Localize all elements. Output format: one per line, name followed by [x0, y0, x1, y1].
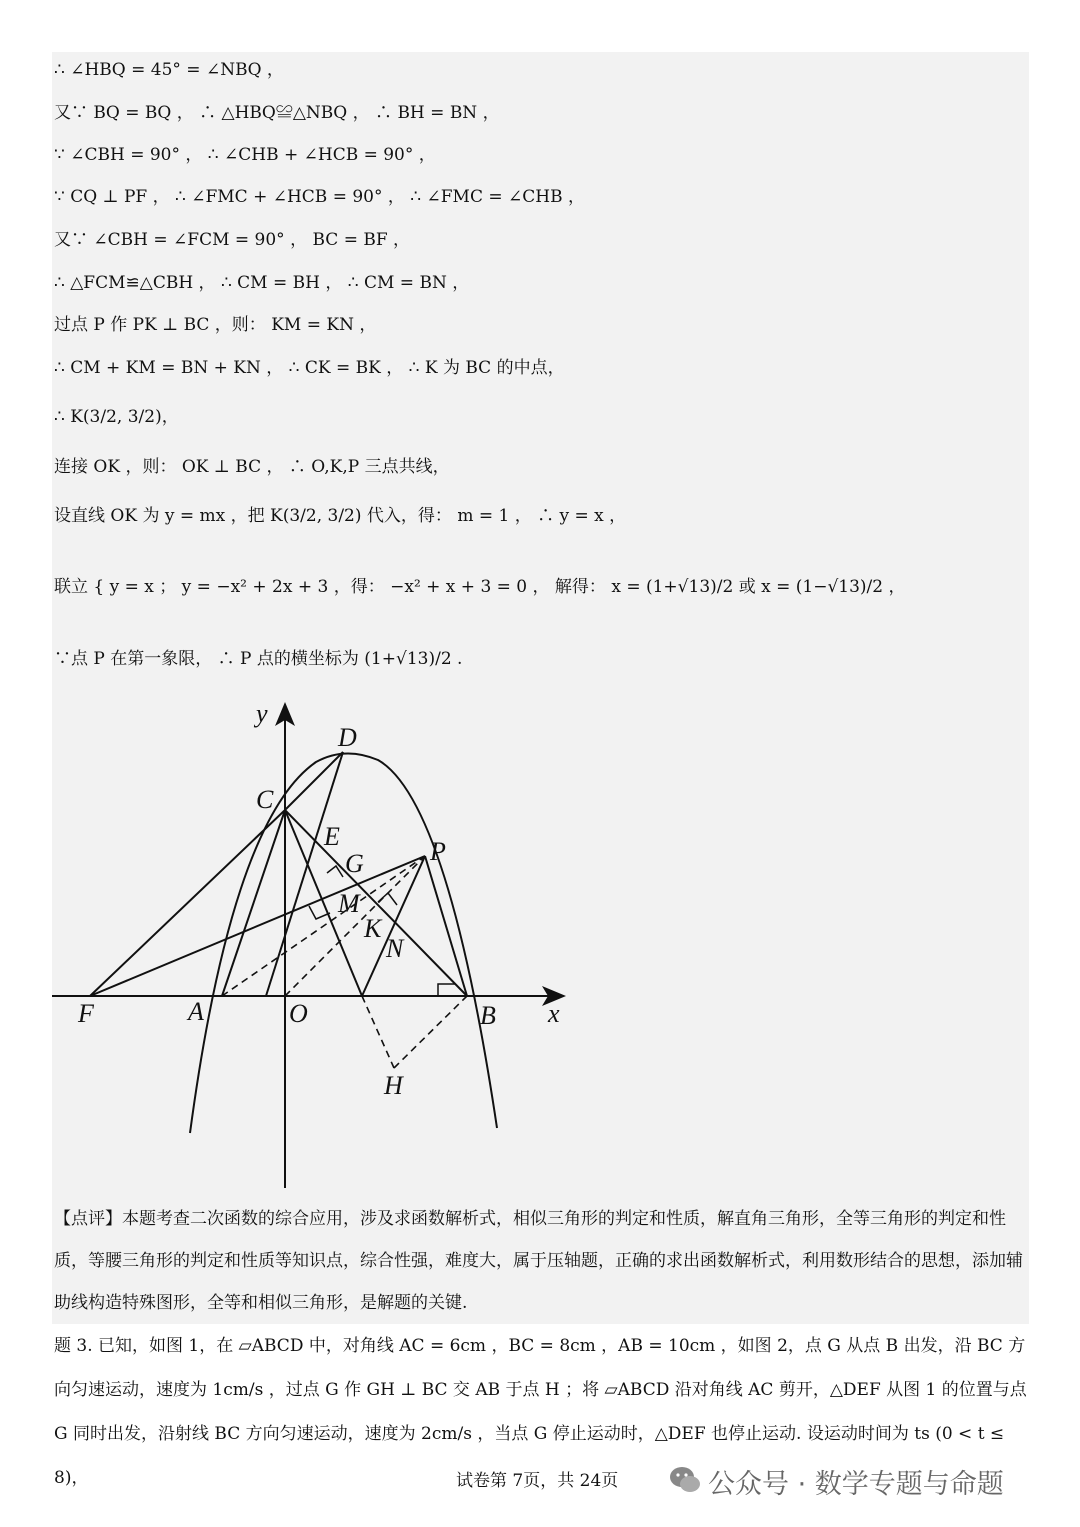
review-comment: 【点评】本题考查二次函数的综合应用，涉及求函数解析式，相似三角形的判定和性质，解直角三角形，全等三角形的判定和性质，等腰三角形的判定和性质等知识点，综合性强，难度大，属于压轴题，正确的求出函数解析式，利用数形结合的思想，添加辅助线构造特殊图形，全等和相似三角形，是解题的关键.	[54, 1209, 1023, 1313]
solution-line-8: ∴ CM + KM = BN + KN ， ∴ CK = BK ， ∴ K 为 BC 的中点，	[54, 358, 565, 378]
solution-line-4: ∵ CQ ⊥ PF ， ∴ ∠FMC + ∠HCB = 90° ， ∴ ∠FMC = ∠CHB ，	[54, 187, 585, 207]
wechat-icon	[668, 1463, 702, 1497]
question-3: 题 3. 已知，如图 1，在 ▱ABCD 中，对角线 AC = 6cm ，BC = 8cm ，AB = 10cm ，如图 2，点 G 从点 B 出发，沿 BC 方向匀速运动，速度为 1cm/s ，过点 G 作 GH ⊥ BC 交 AB 于点 H ；将 ▱ABCD 沿对角线 AC 剪开，△DEF 从图 1 的位置与点 G 同时出发，沿射线 BC 方向匀速运动，速度为 2cm/s ，当点 G 停止运动时，△DEF 也停止运动. 设运动时间为 ts (0 < t ≤ 8)，	[54, 1336, 1027, 1488]
label-N: N	[386, 934, 404, 963]
solution-line-7: 过点 P 作 PK ⊥ BC ，则： KM = KN ，	[54, 315, 377, 335]
triangle-FCB	[90, 810, 467, 996]
label-F: F	[78, 999, 94, 1028]
label-D: D	[338, 723, 357, 752]
dashed-HB	[394, 996, 467, 1068]
solution-line-5: 又∵ ∠CBH = ∠FCM = 90° ， BC = BF ，	[54, 230, 411, 250]
label-M: M	[338, 889, 360, 918]
label-x: x	[548, 999, 560, 1028]
page-footer: 试卷第 7页，共 24页	[456, 1471, 619, 1491]
solution-line-10: 连接 OK ，则： OK ⊥ BC ， ∴ O,K,P 三点共线，	[54, 457, 450, 477]
solution-line-12: 联立 { y = x ； y = −x² + 2x + 3 ，得： −x² + x + 3 = 0 ， 解得： x = (1+√13)/2 或 x = (1−√13)/2 ，	[54, 577, 906, 597]
label-O: O	[289, 999, 308, 1028]
segment-D-foot	[266, 752, 343, 996]
dashed-QH	[362, 996, 394, 1068]
label-E: E	[324, 822, 340, 851]
right-angle-mark-K	[378, 893, 397, 905]
label-H: H	[384, 1071, 403, 1100]
watermark: 公众号 · 数学专题与命题	[708, 1469, 1004, 1500]
solution-line-3: ∵ ∠CBH = 90° ， ∴ ∠CHB + ∠HCB = 90° ，	[54, 145, 436, 165]
solution-line-1: ∴ ∠HBQ = 45° = ∠NBQ ，	[54, 60, 284, 80]
solution-line-11: 设直线 OK 为 y = mx ，把 K(3/2, 3/2) 代入，得： m = 1 ， ∴ y = x ，	[54, 506, 627, 526]
label-G: G	[345, 849, 364, 878]
solution-line-9: ∴ K(3/2, 3/2)，	[54, 407, 179, 427]
label-K: K	[364, 914, 382, 943]
label-y: y	[256, 699, 268, 728]
label-A: A	[188, 997, 204, 1026]
label-C: C	[256, 785, 274, 814]
solution-line-13: ∵点 P 在第一象限， ∴ P 点的横坐标为 (1+√13)/2 .	[54, 649, 463, 669]
solution-line-2: 又∵ BQ = BQ ， ∴ △HBQ≌△NBQ ， ∴ BH = BN ，	[54, 103, 500, 123]
label-B: B	[480, 1001, 496, 1030]
solution-line-6: ∴ △FCM≌△CBH ， ∴ CM = BH ， ∴ CM = BN ，	[54, 273, 470, 293]
right-angle-mark-B	[438, 984, 455, 996]
label-P: P	[430, 837, 446, 866]
